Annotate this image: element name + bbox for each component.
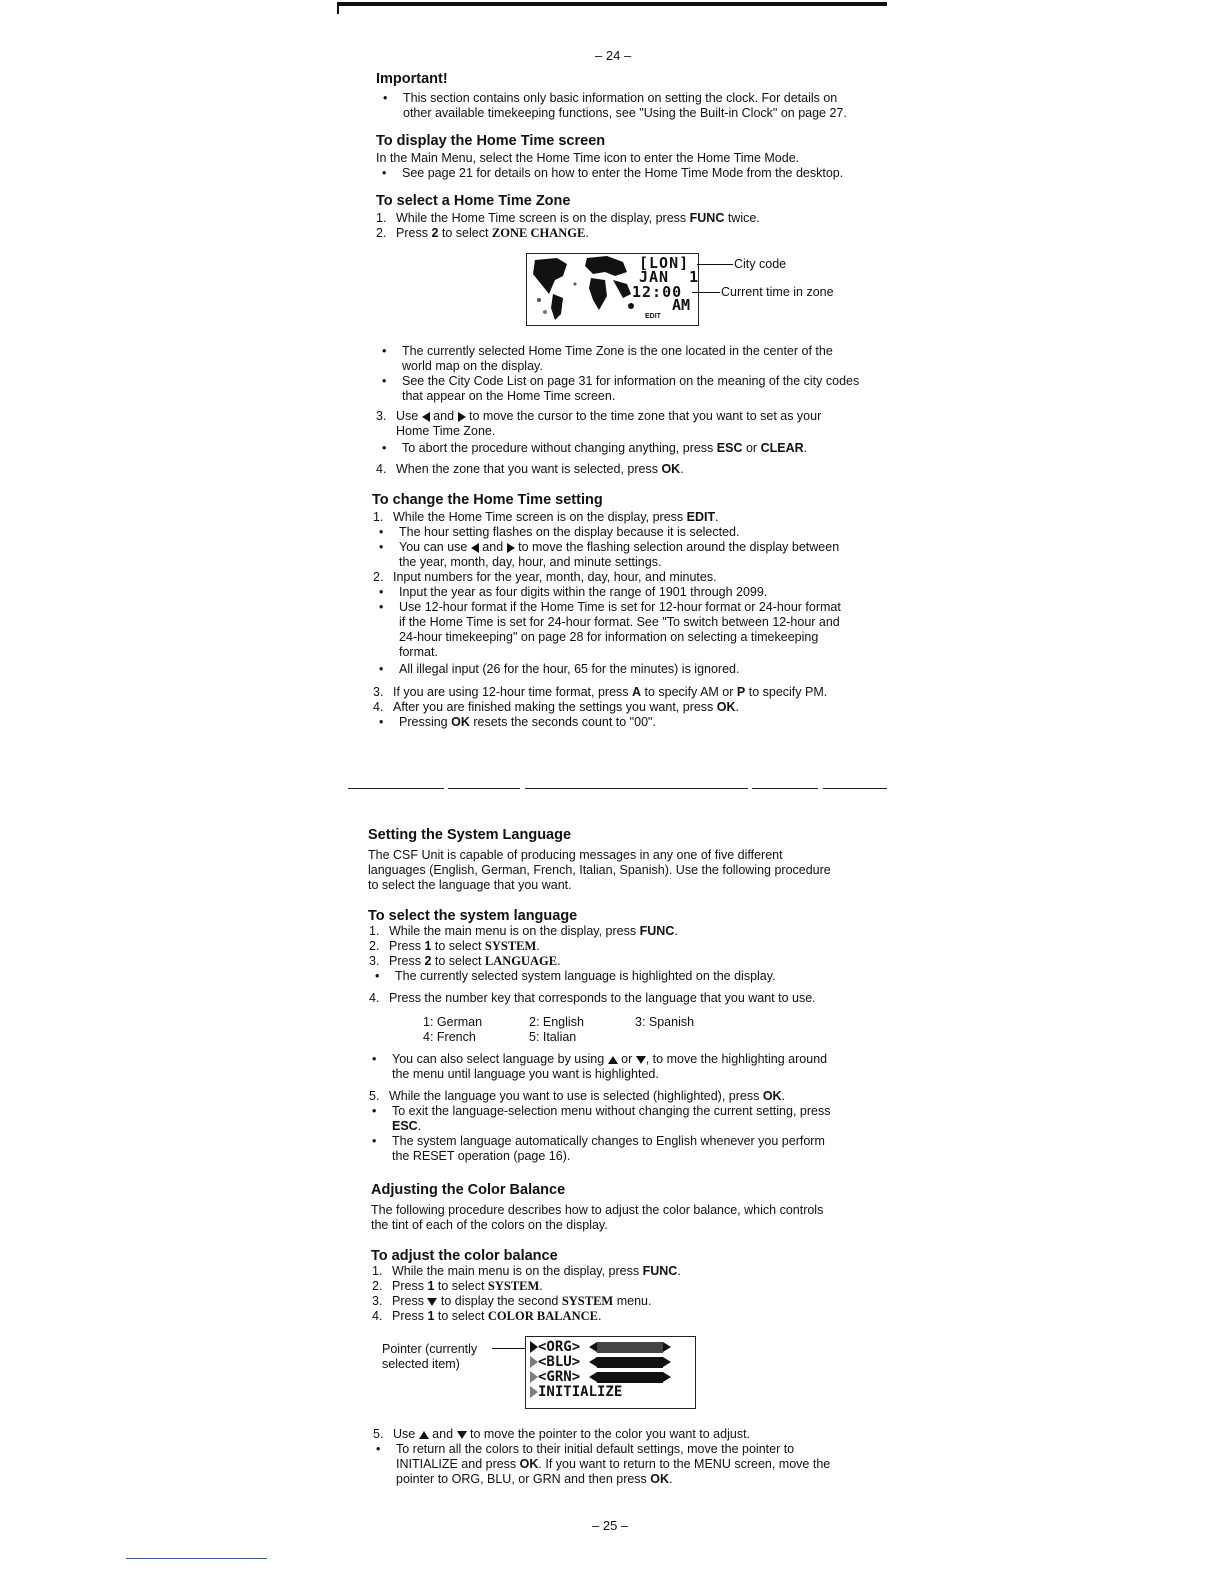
adjust-color-notes: 5. Use and to move the pointer to the color you want to adjust. • To return all the colors to their initial default settings, move the pointer to INITIALIZE and press OK. If you want to return to the MENU screen, move the pointer to ORG, BLU, or GRN and then press OK. xyxy=(373,1427,831,1486)
lang-option: 1: German xyxy=(423,1015,483,1029)
top-rule-tick xyxy=(337,2,339,14)
right-arrow-icon xyxy=(663,1357,671,1367)
pointer-outline-icon xyxy=(530,1371,538,1383)
system-language-heading: Setting the System Language xyxy=(368,827,572,843)
divider-2 xyxy=(448,788,520,789)
lang-option: 2: English xyxy=(529,1015,584,1029)
right-arrow-icon xyxy=(663,1342,671,1352)
divider-4 xyxy=(752,788,818,789)
pointer-label: Pointer (currently selected item) xyxy=(382,1342,478,1371)
home-time-lcd xyxy=(526,253,699,326)
left-arrow-icon xyxy=(589,1357,597,1367)
lcd-ampm: AM xyxy=(672,296,691,314)
left-arrow-icon xyxy=(422,412,430,422)
select-language-notes: • You can also select language by using or , to move the highlighting around the menu until language you want is highlighted. 5. While the language you want to use is selected (highlighted), press OK. • To exit the language-selection menu without changing the current setting, press ESC. • The system language automatically changes to English whenever you perform the RESET operation (page 16). xyxy=(369,1052,831,1163)
lang-option: 5: Italian xyxy=(529,1030,577,1044)
pointer-outline-icon xyxy=(530,1386,538,1398)
divider-5 xyxy=(823,788,887,789)
footer-link-underline xyxy=(126,1558,267,1559)
change-home-heading: To change the Home Time setting xyxy=(372,492,603,508)
callout-current-time: Current time in zone xyxy=(721,285,834,299)
lcd-time: 12:00 xyxy=(632,283,683,301)
up-arrow-icon xyxy=(608,1056,618,1064)
grn-level-bar xyxy=(597,1372,663,1383)
callout-line-city xyxy=(697,264,733,265)
lcd-row-org: <ORG> xyxy=(530,1340,671,1355)
select-zone-heading: To select a Home Time Zone xyxy=(376,193,571,209)
right-arrow-icon xyxy=(458,412,466,422)
select-zone-steps: 1. While the Home Time screen is on the display, press FUNC twice. 2. Press 2 to select ZONE CHANGE. xyxy=(376,211,760,240)
pointer-icon xyxy=(530,1341,538,1353)
pointer-outline-icon xyxy=(530,1356,538,1368)
divider-1 xyxy=(348,788,444,789)
color-balance-intro: The following procedure describes how to adjust the color balance, which controls the tint of each of the colors on the display. xyxy=(371,1203,824,1232)
left-arrow-icon xyxy=(589,1342,597,1352)
adjust-color-steps: 1. While the main menu is on the display, press FUNC. 2. Press 1 to select SYSTEM. 3. Press to display the second SYSTEM menu. 4. Press 1 to select COLOR BALANCE. xyxy=(372,1264,681,1323)
left-arrow-icon xyxy=(589,1372,597,1382)
change-home-steps: 1. While the Home Time screen is on the display, press EDIT. • The hour setting flashes on the display because it is selected. • You can use and to move the flashing selection around the display between the year, month, day, hour, and minute settings. 2. Input numbers for the year, month, day, hour, and minutes. • Input the year as four digits within the range of 1901 through 2099. • Use 12-hour format if the Home Time is set for 12-hour format or 24-hour format if the Home Time is set for 24-hour format. See "To switch between 12-hour and 24-hour timekeeping" on page 28 for information on selecting a timekeeping format. • All illegal input (26 for the hour, 65 for the minutes) is ignored. 3. If you are using 12-hour time format, press A to specify AM or P to specify PM. 4. After you are finished making the settings you want, press OK. • Pressing OK resets the seconds count to "00". xyxy=(373,510,841,729)
callout-city-code: City code xyxy=(734,257,787,271)
adjust-color-heading: To adjust the color balance xyxy=(371,1248,558,1264)
display-home-text: In the Main Menu, select the Home Time icon to enter the Home Time Mode. • See page 21 for details on how to enter the Home Time Mode from the desktop. xyxy=(376,151,844,180)
down-arrow-icon xyxy=(427,1298,437,1306)
important-bullet: • This section contains only basic information on setting the clock. For details on other available timekeeping functions, see "Using the Built-in Clock" on page 27. xyxy=(383,91,847,120)
lang-option: 3: Spanish xyxy=(635,1015,695,1029)
blu-level-bar xyxy=(597,1357,663,1368)
language-list xyxy=(423,1015,723,1047)
callout-line-time xyxy=(692,292,720,293)
lcd-row-initialize: INITIALIZE xyxy=(530,1385,671,1400)
system-language-intro: The CSF Unit is capable of producing messages in any one of five different languages (English, German, French, Italian, Spanish). Use the following procedure to select the language that you want. xyxy=(368,848,831,892)
page-number-top: – 24 – xyxy=(595,48,632,63)
color-balance-heading: Adjusting the Color Balance xyxy=(371,1182,566,1198)
lcd-city-code: [LON] xyxy=(639,254,690,272)
lcd-row-grn: <GRN> xyxy=(530,1370,671,1385)
important-heading: Important! xyxy=(376,71,448,87)
color-balance-lcd xyxy=(525,1336,696,1409)
up-arrow-icon xyxy=(419,1431,429,1439)
top-rule xyxy=(337,2,887,6)
lcd-row-blu: <BLU> xyxy=(530,1355,671,1370)
right-arrow-icon xyxy=(507,543,515,553)
org-level-bar xyxy=(597,1342,663,1353)
select-language-steps: 1. While the main menu is on the display, press FUNC. 2. Press 1 to select SYSTEM. 3. Press 2 to select LANGUAGE. • The currently selected system language is highlighted on the display. 4. Press the number key that corresponds to the language that you want to use. xyxy=(369,924,816,1005)
left-arrow-icon xyxy=(471,543,479,553)
down-arrow-icon xyxy=(457,1431,467,1439)
down-arrow-icon xyxy=(636,1056,646,1064)
select-language-heading: To select the system language xyxy=(368,908,578,924)
right-arrow-icon xyxy=(663,1372,671,1382)
pointer-callout-line xyxy=(492,1348,526,1349)
lcd-date: JAN 1 xyxy=(639,268,700,286)
lang-option: 4: French xyxy=(423,1030,476,1044)
display-home-heading: To display the Home Time screen xyxy=(376,133,606,149)
page-number-bottom: – 25 – xyxy=(592,1518,629,1533)
divider-3 xyxy=(525,788,748,789)
lcd-edit: EDIT xyxy=(645,313,661,320)
select-zone-notes: • The currently selected Home Time Zone is the one located in the center of the world map on the display. • See the City Code List on page 31 for information on the meaning of the city codes that appear on the Home Time screen. 3. Use and to move the cursor to the time zone that you want to set as your Home Time Zone. • To abort the procedure without changing anything, press ESC or CLEAR. 4. When the zone that you want is selected, press OK. xyxy=(376,344,860,476)
